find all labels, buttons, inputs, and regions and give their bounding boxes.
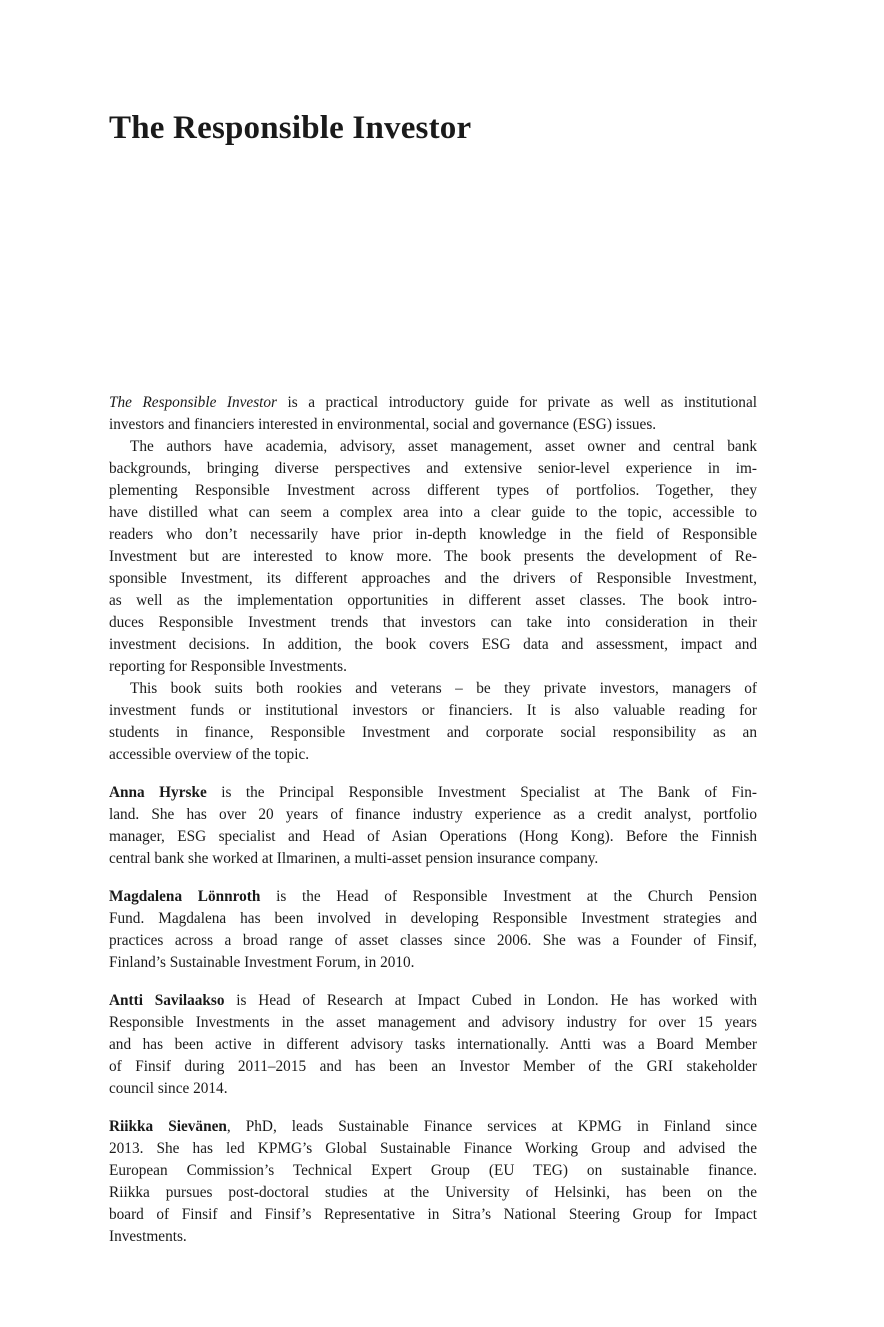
author-bio-paragraph — [109, 392, 757, 436]
text-line: readers who don’t necessarily have prior in-depth knowledge in the field of Responsible — [109, 526, 757, 543]
text-line: 2013. She has led KPMG’s Global Sustainable Finance Working Group and advised the — [109, 1140, 757, 1157]
text-line: investors and financiers interested in environmental, social and governance (ESG) issues. — [109, 416, 657, 433]
text-line: plementing Responsible Investment across different types of portfolios. Together, they — [109, 482, 757, 499]
text-line: sponsible Investment, its different approaches and the drivers of Responsible Investment, — [109, 570, 757, 587]
author-name: Anna Hyrske — [109, 784, 207, 801]
text-line: Finland’s Sustainable Investment Forum, in 2010. — [109, 954, 415, 971]
text-line: as well as the implementation opportunities in different asset classes. The book intro- — [109, 592, 757, 609]
text-line-rest: is a practical introductory guide for private as well as institutional — [277, 394, 757, 411]
text-line: Investments. — [109, 1228, 187, 1245]
text-line: European Commission’s Technical Expert Group (EU TEG) on sustainable finance. — [109, 1162, 757, 1179]
text-line: Riikka pursues post-doctoral studies at the University of Helsinki, has been on the — [109, 1184, 757, 1201]
text-line: manager, ESG specialist and Head of Asian Operations (Hong Kong). Before the Finnish — [109, 828, 757, 845]
author-name: Antti Savilaakso — [109, 992, 225, 1009]
text-line: board of Finsif and Finsif’s Representative in Sitra’s National Steering Group for Impact — [109, 1206, 757, 1223]
book-title-italic: The Responsible Investor — [109, 394, 277, 411]
text-line: Investment but are interested to know more. The book presents the development of Re- — [109, 548, 757, 565]
author-name: Magdalena Lönnroth — [109, 888, 261, 905]
description-paragraph — [109, 678, 757, 766]
text-line: Fund. Magdalena has been involved in developing Responsible Investment strategies and — [109, 910, 757, 927]
text-line-rest: is the Head of Responsible Investment at the Church Pension — [260, 888, 757, 905]
page-title: The Responsible Investor — [109, 110, 472, 146]
text-line: Responsible Investments in the asset management and advisory industry for over 15 years — [109, 1014, 757, 1031]
text-line — [109, 990, 757, 1012]
text-line — [109, 392, 757, 414]
text-line: of Finsif during 2011–2015 and has been an Investor Member of the GRI stakeholder — [109, 1058, 757, 1075]
author-bio-paragraph — [109, 1116, 757, 1248]
text-line: and has been active in different advisory tasks internationally. Antti was a Board Member — [109, 1036, 757, 1053]
text-line — [109, 1116, 757, 1138]
description-paragraph — [109, 436, 757, 678]
text-line: This book suits both rookies and veterans – be they private investors, managers of — [130, 680, 757, 697]
document-body — [109, 392, 757, 1248]
text-line: accessible overview of the topic. — [109, 746, 310, 763]
author-bio-paragraph — [109, 990, 757, 1100]
text-line: students in finance, Responsible Investment and corporate social responsibility as an — [109, 724, 757, 741]
text-line: duces Responsible Investment trends that investors can take into consideration in their — [109, 614, 757, 631]
text-line: council since 2014. — [109, 1080, 228, 1097]
author-name: Riikka Sievänen — [109, 1118, 227, 1135]
text-line — [109, 886, 757, 908]
text-line: central bank she worked at Ilmarinen, a multi-asset pension insurance company. — [109, 850, 599, 867]
text-line: have distilled what can seem a complex area into a clear guide to the topic, accessible to — [109, 504, 757, 521]
text-line: investment decisions. In addition, the book covers ESG data and assessment, impact and — [109, 636, 757, 653]
text-line — [109, 782, 757, 804]
author-bio-paragraph — [109, 886, 757, 974]
text-line-rest: is the Principal Responsible Investment Specialist at The Bank of Fin- — [206, 784, 757, 801]
text-line-rest: is Head of Research at Impact Cubed in London. He has worked with — [224, 992, 758, 1009]
text-line: practices across a broad range of asset classes since 2006. She was a Founder of Finsif, — [109, 932, 757, 949]
text-line: reporting for Responsible Investments. — [109, 658, 347, 675]
text-line: backgrounds, bringing diverse perspectives and extensive senior-level experience in im- — [109, 460, 757, 477]
text-line: investment funds or institutional investors or financiers. It is also valuable reading for — [109, 702, 757, 719]
text-line: The authors have academia, advisory, asset management, asset owner and central bank — [130, 438, 757, 455]
text-line-rest: , PhD, leads Sustainable Finance services at KPMG in Finland since — [226, 1118, 757, 1135]
author-bio-paragraph — [109, 782, 757, 870]
text-line: land. She has over 20 years of finance industry experience as a credit analyst, portfolio — [109, 806, 757, 823]
